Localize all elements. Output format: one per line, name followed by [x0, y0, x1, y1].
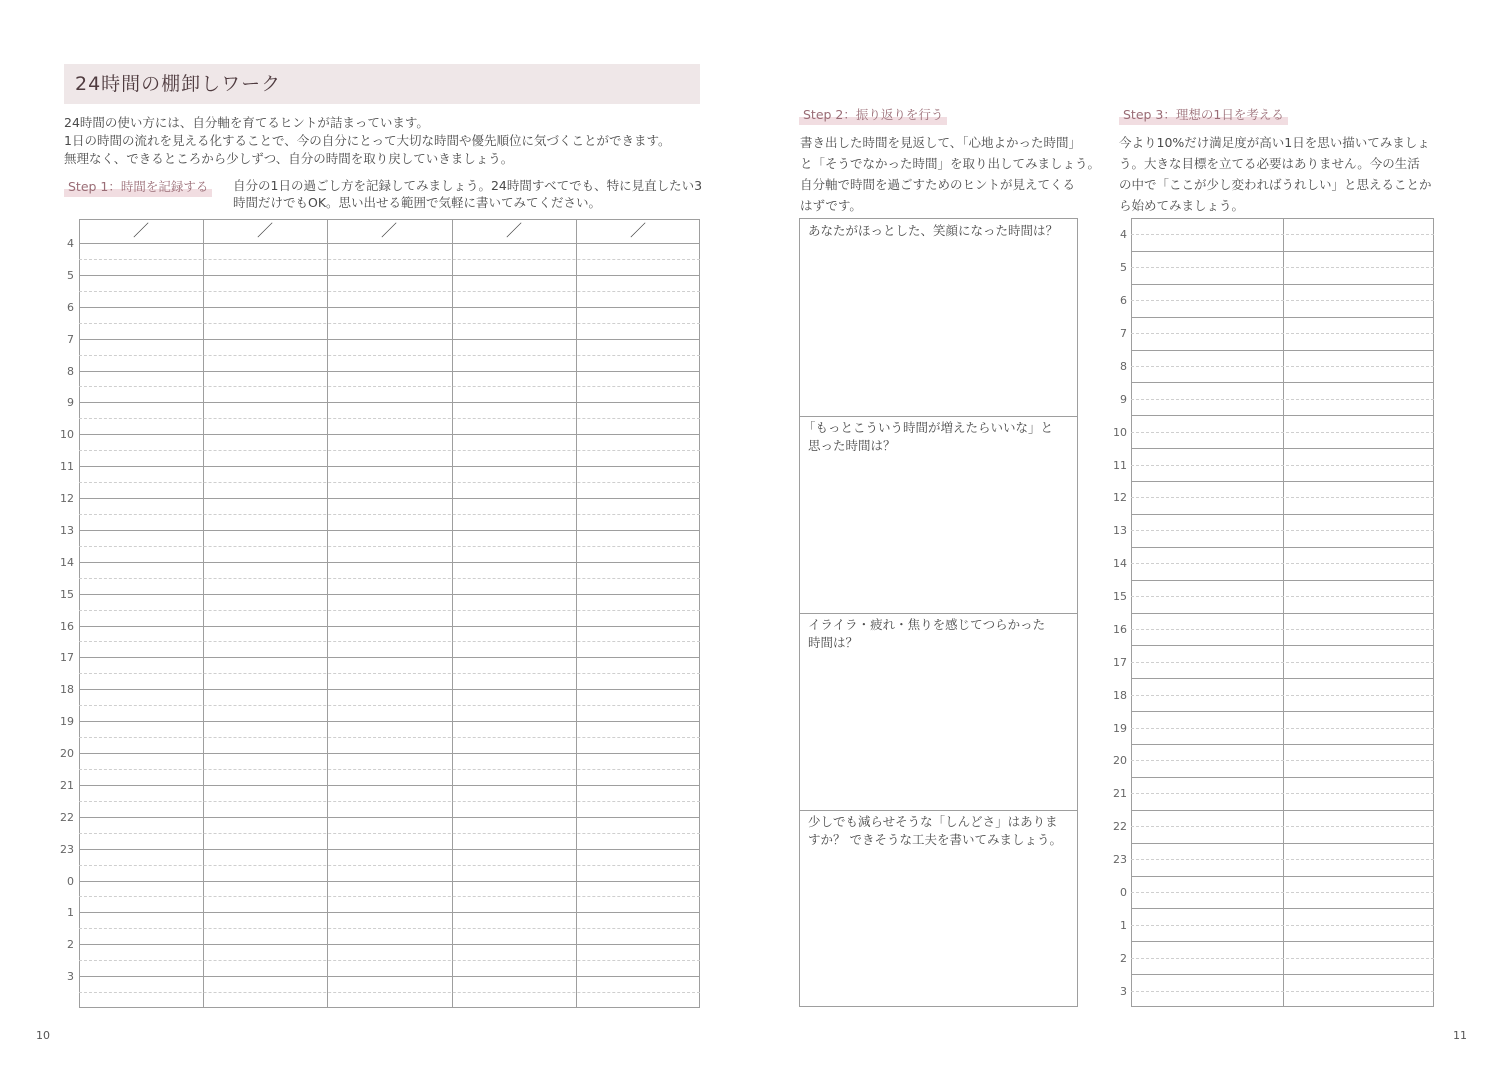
question-line: イライラ・疲れ・焦りを感じてつらかった — [808, 617, 1046, 632]
step2-desc-line: と「そうでなかった時間」を取り出してみましょう。 — [800, 156, 1101, 171]
hour-line — [1131, 678, 1434, 679]
half-hour-line — [79, 641, 700, 642]
hour-line — [79, 530, 700, 531]
column-divider — [452, 219, 453, 1008]
half-hour-line — [79, 928, 700, 929]
hour-label: 11 — [60, 460, 74, 473]
hour-label: 22 — [60, 811, 74, 824]
hour-label: 2 — [1120, 952, 1127, 965]
divider — [800, 613, 1077, 614]
half-hour-line — [79, 386, 700, 387]
half-hour-line — [1131, 793, 1434, 794]
hour-line — [79, 498, 700, 499]
step2-label: Step 2：振り返りを行う — [799, 106, 947, 125]
half-hour-line — [1131, 859, 1434, 860]
half-hour-line — [79, 355, 700, 356]
hour-label: 21 — [60, 779, 74, 792]
hour-line — [1131, 350, 1434, 351]
hour-line — [1131, 744, 1434, 745]
hour-label: 7 — [1120, 327, 1127, 340]
page-number-right: 11 — [1453, 1029, 1467, 1042]
hour-line — [1131, 580, 1434, 581]
step2-desc-line: 書き出した時間を見返して、「心地よかった時間」 — [800, 135, 1082, 150]
hour-label: 20 — [60, 747, 74, 760]
question-stress — [808, 616, 1076, 652]
hour-line — [79, 562, 700, 563]
half-hour-line — [1131, 892, 1434, 893]
hour-line — [79, 275, 700, 276]
hour-label: 0 — [67, 875, 74, 888]
date-slash[interactable]: ／ — [380, 221, 397, 240]
step2-description — [800, 132, 1100, 216]
hour-label: 16 — [1113, 623, 1127, 636]
divider — [800, 416, 1077, 417]
hour-line — [79, 626, 700, 627]
hour-label: 14 — [60, 556, 74, 569]
half-hour-line — [79, 291, 700, 292]
half-hour-line — [1131, 563, 1434, 564]
step2-desc-line: はずです。 — [800, 198, 862, 213]
hour-label: 16 — [60, 620, 74, 633]
hour-line — [1131, 810, 1434, 811]
hour-line — [1131, 481, 1434, 482]
reflection-box[interactable] — [799, 218, 1078, 1007]
hour-label: 1 — [67, 906, 74, 919]
intro-line: 無理なく、できるところから少しずつ、自分の時間を取り戻していきましょう。 — [64, 151, 514, 166]
hour-label: 13 — [1113, 524, 1127, 537]
hour-label: 21 — [1113, 787, 1127, 800]
hour-line — [1131, 645, 1434, 646]
hour-line — [1131, 382, 1434, 383]
step3-desc-line: ら始めてみましょう。 — [1119, 198, 1245, 213]
half-hour-line — [1131, 596, 1434, 597]
hour-line — [1131, 514, 1434, 515]
hour-line — [79, 307, 700, 308]
header-line — [79, 243, 700, 244]
question-relaxed — [808, 222, 1073, 240]
hour-line — [1131, 448, 1434, 449]
hour-label: 22 — [1113, 820, 1127, 833]
hour-line — [79, 339, 700, 340]
date-slash[interactable]: ／ — [256, 221, 273, 240]
hour-label: 7 — [67, 333, 74, 346]
question-line: 時間は？ — [808, 635, 859, 650]
hour-label: 8 — [67, 365, 74, 378]
divider — [800, 810, 1077, 811]
date-slash[interactable]: ／ — [505, 221, 522, 240]
hour-line — [79, 912, 700, 913]
question-line: すか？ できそうな工夫を書いてみましょう。 — [808, 832, 1062, 847]
hour-line — [79, 944, 700, 945]
column-divider — [203, 219, 204, 1008]
date-slash[interactable]: ／ — [132, 221, 149, 240]
date-slash[interactable]: ／ — [629, 221, 646, 240]
hour-label: 1 — [1120, 919, 1127, 932]
hour-label: 17 — [1113, 656, 1127, 669]
hour-label: 9 — [1120, 393, 1127, 406]
hour-label: 23 — [60, 843, 74, 856]
hour-line — [1131, 317, 1434, 318]
hour-label: 6 — [1120, 294, 1127, 307]
half-hour-line — [1131, 925, 1434, 926]
column-divider — [327, 219, 328, 1008]
half-hour-line — [79, 769, 700, 770]
step3-desc-line: の中で「ここが少し変わればうれしい」と思えることか — [1119, 177, 1432, 192]
hour-label: 12 — [60, 492, 74, 505]
hour-line — [1131, 908, 1434, 909]
half-hour-line — [79, 418, 700, 419]
question-line: 少しでも減らせそうな「しんどさ」はありま — [808, 814, 1058, 829]
column-divider — [576, 219, 577, 1008]
hour-line — [1131, 613, 1434, 614]
hour-line — [1131, 711, 1434, 712]
hour-label: 3 — [1120, 985, 1127, 998]
hour-line — [79, 689, 700, 690]
half-hour-line — [1131, 267, 1434, 268]
hour-label: 4 — [1120, 228, 1127, 241]
hour-line — [79, 466, 700, 467]
hour-line — [79, 371, 700, 372]
hour-label: 15 — [1113, 590, 1127, 603]
hour-line — [1131, 547, 1434, 548]
hour-line — [79, 402, 700, 403]
half-hour-line — [79, 259, 700, 260]
half-hour-line — [1131, 333, 1434, 334]
hour-label: 12 — [1113, 491, 1127, 504]
hour-line — [1131, 284, 1434, 285]
half-hour-line — [79, 323, 700, 324]
hour-label: 20 — [1113, 754, 1127, 767]
hour-label: 10 — [60, 428, 74, 441]
hour-label: 13 — [60, 524, 74, 537]
hour-line — [1131, 415, 1434, 416]
step3-description — [1119, 132, 1449, 216]
hour-line — [1131, 777, 1434, 778]
half-hour-line — [79, 705, 700, 706]
hour-label: 9 — [67, 396, 74, 409]
hour-line — [1131, 876, 1434, 877]
hour-label: 6 — [67, 301, 74, 314]
hour-line — [79, 434, 700, 435]
half-hour-line — [79, 896, 700, 897]
half-hour-line — [79, 546, 700, 547]
half-hour-line — [79, 960, 700, 961]
hour-line — [79, 817, 700, 818]
step3-desc-line: 今より10%だけ満足度が高い1日を思い描いてみましょ — [1119, 135, 1430, 150]
hour-line — [1131, 974, 1434, 975]
half-hour-line — [1131, 629, 1434, 630]
half-hour-line — [79, 578, 700, 579]
hour-line — [1131, 251, 1434, 252]
step3-desc-line: う。大きな目標を立てる必要はありません。今の生活 — [1119, 156, 1420, 171]
half-hour-line — [1131, 300, 1434, 301]
hour-label: 19 — [1113, 722, 1127, 735]
step3-label: Step 3：理想の1日を考える — [1119, 106, 1288, 125]
hour-label: 5 — [1120, 261, 1127, 274]
hour-label: 2 — [67, 938, 74, 951]
half-hour-line — [79, 610, 700, 611]
hour-label: 19 — [60, 715, 74, 728]
half-hour-line — [1131, 695, 1434, 696]
hour-label: 4 — [67, 237, 74, 250]
step2-desc-line: 自分軸で時間を過ごすためのヒントが見えてくる — [800, 177, 1076, 192]
hour-label: 8 — [1120, 360, 1127, 373]
half-hour-line — [1131, 366, 1434, 367]
intro-text — [64, 114, 704, 168]
half-hour-line — [79, 514, 700, 515]
hour-label: 10 — [1113, 426, 1127, 439]
question-line: あなたがほっとした、笑顔になった時間は？ — [808, 223, 1059, 238]
hour-line — [79, 721, 700, 722]
half-hour-line — [1131, 399, 1434, 400]
half-hour-line — [1131, 432, 1434, 433]
hour-line — [1131, 843, 1434, 844]
page-number-left: 10 — [36, 1029, 50, 1042]
hour-line — [79, 849, 700, 850]
step1-label: Step 1：時間を記録する — [64, 178, 212, 197]
half-hour-line — [1131, 662, 1434, 663]
half-hour-line — [1131, 728, 1434, 729]
hour-label: 3 — [67, 970, 74, 983]
hour-line — [79, 657, 700, 658]
half-hour-line — [1131, 530, 1434, 531]
half-hour-line — [79, 865, 700, 866]
hour-label: 0 — [1120, 886, 1127, 899]
question-reduce — [808, 813, 1076, 849]
half-hour-line — [79, 833, 700, 834]
half-hour-line — [79, 801, 700, 802]
hour-label: 18 — [1113, 689, 1127, 702]
half-hour-line — [1131, 465, 1434, 466]
hour-line — [79, 976, 700, 977]
half-hour-line — [1131, 958, 1434, 959]
hour-line — [79, 753, 700, 754]
intro-line: 24時間の使い方には、自分軸を育てるヒントが詰まっています。 — [64, 115, 429, 130]
question-line: 思った時間は？ — [808, 438, 896, 453]
half-hour-line — [1131, 760, 1434, 761]
hour-label: 5 — [67, 269, 74, 282]
hour-label: 17 — [60, 651, 74, 664]
hour-label: 11 — [1113, 459, 1127, 472]
half-hour-line — [79, 450, 700, 451]
hour-label: 23 — [1113, 853, 1127, 866]
intro-line: 1日の時間の流れを見える化することで、今の自分にとって大切な時間や優先順位に気づくことができます。 — [64, 133, 671, 148]
time-record-table[interactable] — [79, 219, 700, 1008]
hour-label: 15 — [60, 588, 74, 601]
half-hour-line — [1131, 497, 1434, 498]
hour-line — [79, 881, 700, 882]
half-hour-line — [79, 992, 700, 993]
half-hour-line — [1131, 826, 1434, 827]
hour-line — [79, 785, 700, 786]
hour-label: 18 — [60, 683, 74, 696]
question-more-time — [803, 419, 1075, 455]
half-hour-line — [79, 673, 700, 674]
half-hour-line — [79, 737, 700, 738]
step1-description: 自分の1日の過ごし方を記録してみましょう。24時間すべてでも、特に見直したい3時間だけでもOK。思い出せる範囲で気軽に書いてみてください。 — [233, 178, 703, 210]
page-title: 24時間の棚卸しワーク — [64, 64, 700, 104]
half-hour-line — [1131, 234, 1434, 235]
hour-line — [1131, 941, 1434, 942]
hour-label: 14 — [1113, 557, 1127, 570]
question-line: 「もっとこういう時間が増えたらいいな」と — [803, 420, 1054, 435]
half-hour-line — [79, 482, 700, 483]
hour-line — [79, 594, 700, 595]
half-hour-line — [1131, 991, 1434, 992]
